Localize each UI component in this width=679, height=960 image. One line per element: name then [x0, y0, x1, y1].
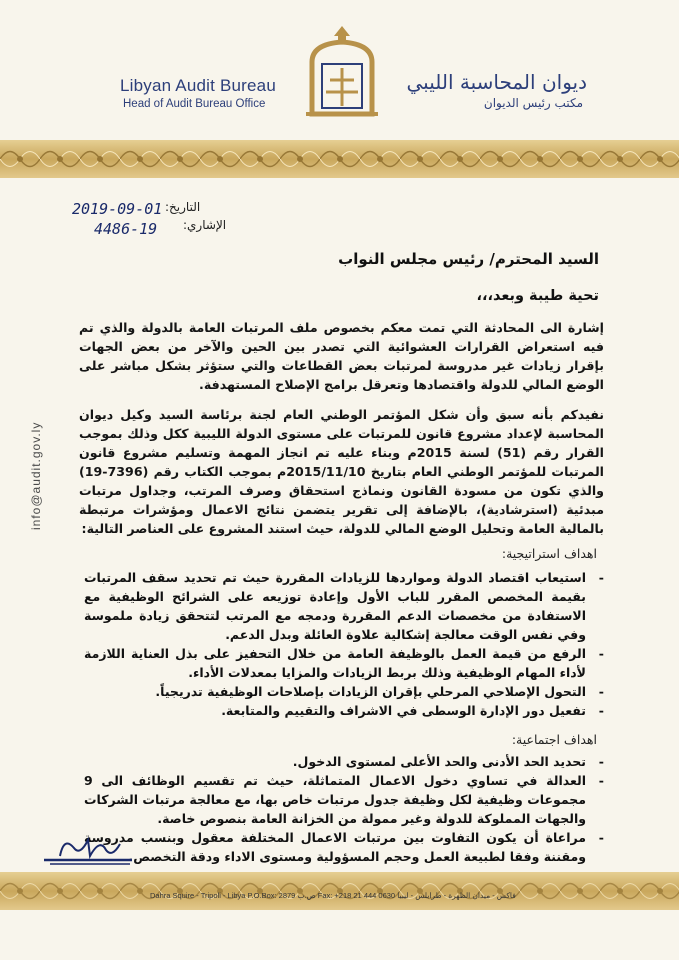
greeting: تحية طيبة وبعد،،،: [476, 288, 599, 304]
strategic-goals-list: [84, 568, 604, 720]
letterhead: [0, 0, 679, 140]
list-item: - استيعاب اقتصاد الدولة ومواردها للزيادات المقررة حيث تم تحديد سقف المرتبات بقيمة المخصص المقرر للباب الأول وإعادة توزيعه على الشرائح الوظيفية مع الاستفادة من مخصصات الدعم المقررة ودمجه مع المرتب لتتحقق زيادة ملموسة وفي نفس الوقت معالجة إشكالية علاوة العائلة وبدل الدعم.: [84, 568, 604, 644]
paragraph-2: نفيدكم بأنه سبق وأن شكل المؤتمر الوطني العام لجنة برئاسة السيد وكيل ديوان المحاسبة لإعداد مشروع قانون للمرتبات على مستوى الدولة الليبية ككل وذلك بموجب القرار رقم (51) لسنة 2015م وبناء عليه تم انجاز المهمة وتسليم مشروع قانون المرتبات للمؤتمر الوطني العام بتاريخ 2015/11/10م بموجب الكتاب رقم (7396-19) والذي تكون من مسودة القانون ونماذج استحقاق وصرف المرتب، وجداول مرتبات مبدئية (استرشادية)، بالإضافة إلى تقرير يتضمن نتائج الاعمال ومؤشرات مرتبطة بالمالية العامة وتحليل الوضع المالي للدولة، حيث استند المشروع على العناصر التالية:: [79, 407, 604, 536]
list-item: - التحول الإصلاحي المرحلي بإقران الزيادات بإصلاحات الوظيفية تدريجياً.: [84, 682, 604, 701]
paragraph-1: إشارة الى المحادثة التي تمت معكم بخصوص ملف المرتبات العامة بالدولة والذي تم فيه استعراض القرارات العشوائية التي تصدر بين الحين والآخر من بعض الجهات بإقرار زيادات غير مدروسة لمرتبات بعض القطاعات والتي ستؤثر بشكل مباشر على الوضع المالي للدولة واقتصادها وتعرقل برامج الإصلاح المستهدفة.: [79, 320, 604, 392]
section-title-social: اهداف اجتماعية:: [511, 732, 597, 747]
decorative-band-top: [0, 140, 679, 178]
list-item: - الرفع من قيمة العمل بالوظيفة العامة من خلال التحفيز على بذل العناية اللازمة لأداء المهام الوظيفية وذلك بربط الزيادات والمزايا بمعدلات الأداء.: [84, 644, 604, 682]
section-title-strategic: اهداف استراتيجية:: [501, 546, 597, 561]
list-item: - العدالة في تساوي دخول الاعمال المتماثلة، حيث تم تقسيم الوظائف الى 9 مجموعات وظيفية لكل وظيفة جدول مرتبات خاص بها، مع معالجة مرتبات الشركات والجهات المملوكة للدولة وغير ممولة من الخزانة العامة بنصوص خاصة.: [84, 771, 604, 828]
footer-address: Dahra Squire - Tripoli - Libya P.O.Box: 2879 ص.ب Fax: +218 21 444 0630 فاكس - ميدان الظهرة - طرابلس - ليبيا: [150, 891, 516, 900]
handwritten-signature: [40, 826, 140, 870]
list-item: - تحديد الحد الأدنى والحد الأعلى لمستوى الدخول.: [84, 752, 604, 771]
list-item: - مراعاة أن يكون التفاوت بين مرتبات الاعمال المختلفة معقول وبنسب مدروسة ومقننة وفقا لطبيعة العمل وحجم المسؤولية ومستوى الاداء ودقة التخصص.: [84, 828, 604, 866]
reference-block: [70, 196, 230, 242]
date-label: التاريخ:: [165, 200, 201, 214]
en-org-title: Libyan Audit Bureau: [120, 76, 276, 95]
social-goals-list: [84, 752, 604, 866]
salutation: السيد المحترم/ رئيس مجلس النواب: [338, 250, 599, 268]
side-email: info@audit.gov.ly: [29, 421, 43, 530]
reference-value: 4486-19: [94, 220, 158, 238]
ar-org-title: ديوان المحاسبة الليبي: [406, 70, 587, 94]
reference-label: الإشاري:: [183, 218, 227, 232]
ar-org-subtitle: مكتب رئيس الديوان: [483, 96, 583, 110]
date-value: 2019-09-01: [72, 200, 163, 218]
list-item: - تفعيل دور الإدارة الوسطى في الاشراف والتقييم والمتابعة.: [84, 701, 604, 720]
audit-bureau-logo: [298, 22, 386, 120]
en-org-subtitle: Head of Audit Bureau Office: [123, 98, 266, 110]
